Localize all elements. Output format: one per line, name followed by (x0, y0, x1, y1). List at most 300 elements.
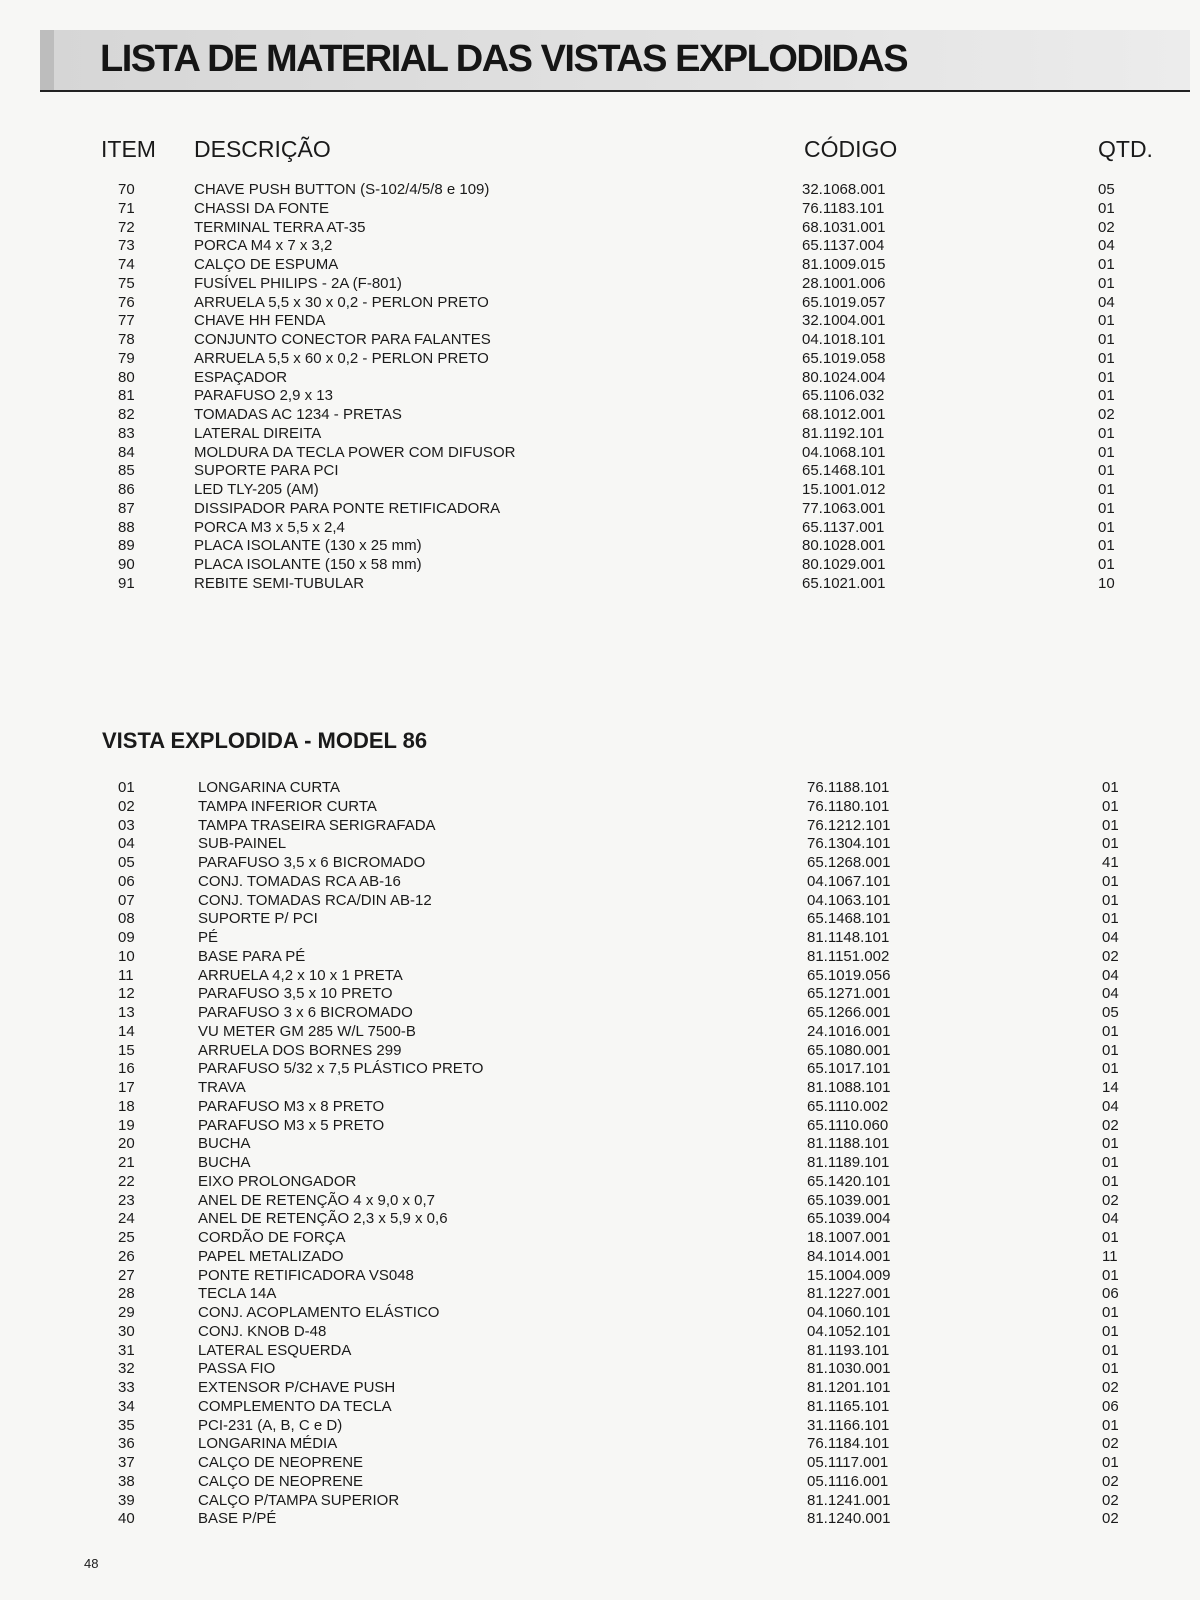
table-row (0, 312, 1200, 331)
item-description: EIXO PROLONGADOR (198, 1172, 357, 1190)
item-description: COMPLEMENTO DA TECLA (198, 1397, 392, 1415)
item-number: 81 (118, 387, 135, 405)
item-number: 08 (118, 910, 135, 928)
item-number: 23 (118, 1191, 135, 1209)
page-number: 48 (84, 1556, 99, 1571)
item-quantity: 06 (1102, 1285, 1119, 1303)
item-number: 22 (118, 1172, 135, 1190)
item-quantity: 02 (1102, 1510, 1119, 1528)
item-quantity: 01 (1102, 1454, 1119, 1471)
table-row (0, 350, 1200, 369)
item-code: 81.1030.001 (807, 1360, 891, 1378)
item-number: 26 (118, 1247, 135, 1265)
table-row (0, 1060, 1200, 1079)
item-number: 32 (118, 1360, 135, 1378)
item-number: 85 (118, 462, 135, 480)
item-quantity: 05 (1098, 181, 1115, 198)
item-description: ESPAÇADOR (194, 368, 288, 386)
item-quantity: 01 (1102, 1060, 1119, 1078)
item-description: CHAVE HH FENDA (194, 312, 326, 330)
item-quantity: 01 (1098, 368, 1115, 386)
item-quantity: 05 (1102, 1004, 1119, 1021)
item-description: BASE P/PÉ (198, 1510, 277, 1528)
item-description: LATERAL ESQUERDA (198, 1341, 352, 1359)
table-row (0, 854, 1200, 873)
item-quantity: 01 (1102, 1304, 1119, 1321)
item-quantity: 04 (1102, 1097, 1119, 1115)
item-description: CORDÃO DE FORÇA (198, 1229, 346, 1246)
item-code: 65.1106.032 (802, 387, 885, 405)
item-description: ARRUELA 4,2 x 10 x 1 PRETA (198, 966, 403, 984)
item-description: ANEL DE RETENÇÃO 4 x 9,0 x 0,7 (198, 1191, 436, 1209)
item-quantity: 01 (1102, 816, 1119, 834)
page-title: LISTA DE MATERIAL DAS VISTAS EXPLODIDAS (100, 38, 908, 80)
item-number: 05 (118, 854, 135, 871)
item-number: 38 (118, 1472, 135, 1490)
table-row (0, 1248, 1200, 1267)
item-description: CONJ. ACOPLAMENTO ELÁSTICO (198, 1304, 440, 1321)
item-number: 14 (118, 1022, 135, 1040)
item-description: PASSA FIO (198, 1360, 276, 1378)
item-number: 72 (118, 218, 135, 236)
table-row (0, 181, 1200, 200)
item-code: 65.1080.001 (807, 1041, 891, 1059)
item-description: SUPORTE PARA PCI (194, 462, 339, 480)
item-code: 76.1180.101 (807, 797, 890, 815)
item-description: PARAFUSO 2,9 x 13 (194, 387, 333, 405)
table-row (0, 1154, 1200, 1173)
table-row (0, 444, 1200, 463)
item-description: PARAFUSO 3,5 x 10 PRETO (198, 985, 393, 1003)
table-row (0, 369, 1200, 388)
table-row (0, 387, 1200, 406)
item-description: LONGARINA CURTA (198, 779, 340, 796)
table-row (0, 798, 1200, 817)
item-description: CHASSI DA FONTE (194, 199, 330, 217)
item-code: 65.1039.001 (807, 1191, 891, 1209)
item-description: REBITE SEMI-TUBULAR (194, 574, 365, 592)
item-description: ARRUELA DOS BORNES 299 (198, 1041, 402, 1059)
item-number: 79 (118, 349, 135, 367)
item-number: 36 (118, 1435, 135, 1453)
item-code: 65.1271.001 (807, 985, 891, 1003)
item-description: CALÇO P/TAMPA SUPERIOR (198, 1491, 400, 1509)
table-row (0, 1229, 1200, 1248)
item-quantity: 01 (1102, 797, 1119, 815)
item-code: 65.1110.002 (807, 1097, 889, 1115)
item-code: 81.1189.101 (807, 1154, 890, 1171)
item-code: 68.1031.001 (802, 218, 886, 236)
item-number: 13 (118, 1004, 135, 1021)
item-number: 77 (118, 312, 135, 330)
item-number: 29 (118, 1304, 135, 1321)
parts-list-section-2 (0, 779, 1200, 1529)
item-number: 88 (118, 518, 135, 536)
item-number: 09 (118, 929, 135, 946)
item-quantity: 01 (1102, 910, 1119, 928)
item-description: ARRUELA 5,5 x 30 x 0,2 - PERLON PRETO (194, 293, 489, 311)
item-code: 31.1166.101 (807, 1416, 890, 1434)
parts-list-section-1 (0, 181, 1200, 594)
item-description: LATERAL DIREITA (194, 424, 322, 442)
item-number: 19 (118, 1116, 135, 1134)
item-code: 15.1001.012 (802, 481, 886, 498)
item-description: CONJ. TOMADAS RCA AB-16 (198, 872, 401, 890)
item-quantity: 01 (1102, 1266, 1119, 1284)
page-header (40, 30, 1190, 92)
item-number: 87 (118, 499, 135, 517)
item-description: LONGARINA MÉDIA (198, 1435, 338, 1453)
item-code: 68.1012.001 (802, 406, 886, 423)
table-row (0, 1135, 1200, 1154)
table-row (0, 1417, 1200, 1436)
item-number: 20 (118, 1135, 135, 1153)
table-row (0, 873, 1200, 892)
item-quantity: 02 (1102, 947, 1119, 965)
table-row (0, 481, 1200, 500)
item-description: BUCHA (198, 1154, 251, 1171)
item-quantity: 01 (1102, 1341, 1119, 1359)
item-description: BUCHA (198, 1135, 251, 1153)
item-code: 65.1110.060 (807, 1116, 889, 1134)
table-row (0, 1210, 1200, 1229)
item-quantity: 01 (1102, 1229, 1119, 1246)
item-quantity: 01 (1098, 424, 1115, 442)
item-code: 81.1240.001 (807, 1510, 891, 1528)
item-description: SUB-PAINEL (198, 835, 287, 853)
item-code: 81.1241.001 (807, 1491, 891, 1509)
item-quantity: 01 (1102, 779, 1119, 796)
table-row (0, 1360, 1200, 1379)
item-description: DISSIPADOR PARA PONTE RETIFICADORA (194, 499, 501, 517)
item-code: 05.1117.001 (807, 1454, 889, 1471)
item-description: CONJ. KNOB D-48 (198, 1322, 327, 1340)
item-number: 73 (118, 237, 135, 255)
table-row (0, 817, 1200, 836)
table-row (0, 462, 1200, 481)
table-row (0, 1473, 1200, 1492)
table-row (0, 910, 1200, 929)
item-number: 15 (118, 1041, 135, 1059)
item-number: 83 (118, 424, 135, 442)
item-code: 81.1088.101 (807, 1079, 891, 1096)
table-row (0, 967, 1200, 986)
item-quantity: 10 (1098, 574, 1115, 592)
item-code: 28.1001.006 (802, 274, 886, 292)
item-code: 65.1019.058 (802, 349, 886, 367)
item-quantity: 02 (1102, 1379, 1119, 1396)
item-code: 76.1183.101 (802, 199, 885, 217)
item-code: 65.1019.056 (807, 966, 891, 984)
item-description: ANEL DE RETENÇÃO 2,3 x 5,9 x 0,6 (198, 1210, 448, 1228)
item-code: 65.1268.001 (807, 854, 891, 871)
item-quantity: 01 (1098, 256, 1115, 273)
item-code: 77.1063.001 (802, 499, 886, 517)
item-number: 40 (118, 1510, 135, 1528)
item-quantity: 01 (1102, 1022, 1119, 1040)
item-description: PONTE RETIFICADORA VS048 (198, 1266, 414, 1284)
item-description: TOMADAS AC 1234 - PRETAS (194, 406, 402, 423)
item-number: 21 (118, 1154, 135, 1171)
item-number: 01 (118, 779, 135, 796)
column-header-qty: QTD. (1098, 136, 1153, 162)
item-number: 11 (118, 966, 134, 984)
item-code: 65.1039.004 (807, 1210, 891, 1228)
table-row (0, 406, 1200, 425)
column-header-description: DESCRIÇÃO (194, 136, 331, 162)
table-row (0, 779, 1200, 798)
item-quantity: 04 (1102, 1210, 1119, 1228)
table-row (0, 200, 1200, 219)
table-row (0, 948, 1200, 967)
item-code: 80.1028.001 (802, 537, 886, 555)
table-row (0, 1323, 1200, 1342)
item-code: 04.1067.101 (807, 872, 891, 890)
item-code: 80.1024.004 (802, 368, 886, 386)
item-description: CALÇO DE NEOPRENE (198, 1472, 364, 1490)
item-code: 81.1148.101 (807, 929, 890, 946)
table-row (0, 500, 1200, 519)
table-row (0, 537, 1200, 556)
item-number: 34 (118, 1397, 135, 1415)
table-row (0, 1342, 1200, 1361)
table-row (0, 892, 1200, 911)
item-code: 76.1188.101 (807, 779, 890, 796)
table-row (0, 1510, 1200, 1529)
item-number: 16 (118, 1060, 135, 1078)
item-code: 81.1193.101 (807, 1341, 890, 1359)
item-number: 89 (118, 537, 135, 555)
item-code: 15.1004.009 (807, 1266, 891, 1284)
item-quantity: 01 (1102, 835, 1119, 853)
item-description: CALÇO DE ESPUMA (194, 256, 339, 273)
item-quantity: 01 (1098, 349, 1115, 367)
item-number: 06 (118, 872, 135, 890)
column-header-code: CÓDIGO (804, 136, 898, 162)
item-description: CALÇO DE NEOPRENE (198, 1454, 364, 1471)
item-code: 81.1165.101 (807, 1397, 890, 1415)
item-number: 10 (118, 947, 135, 965)
item-description: TRAVA (198, 1079, 246, 1096)
item-code: 05.1116.001 (807, 1472, 889, 1490)
item-quantity: 02 (1102, 1191, 1119, 1209)
item-code: 32.1068.001 (802, 181, 886, 198)
table-row (0, 1285, 1200, 1304)
item-description: PARAFUSO M3 x 5 PRETO (198, 1116, 385, 1134)
item-description: PORCA M3 x 5,5 x 2,4 (194, 518, 345, 536)
table-row (0, 1004, 1200, 1023)
item-quantity: 04 (1098, 293, 1115, 311)
item-description: SUPORTE P/ PCI (198, 910, 318, 928)
item-code: 04.1063.101 (807, 891, 891, 909)
item-number: 30 (118, 1322, 135, 1340)
table-row (0, 1267, 1200, 1286)
header-accent-bar (40, 30, 54, 90)
item-quantity: 01 (1098, 537, 1115, 555)
item-description: TAMPA TRASEIRA SERIGRAFADA (198, 816, 436, 834)
item-number: 18 (118, 1097, 135, 1115)
item-code: 65.1137.001 (802, 518, 885, 536)
item-code: 65.1468.101 (802, 462, 886, 480)
item-quantity: 01 (1098, 312, 1115, 330)
item-description: VU METER GM 285 W/L 7500-B (198, 1022, 416, 1040)
table-row (0, 1079, 1200, 1098)
item-quantity: 04 (1102, 966, 1119, 984)
item-description: BASE PARA PÉ (198, 947, 306, 965)
item-number: 28 (118, 1285, 135, 1303)
item-code: 84.1014.001 (807, 1247, 891, 1265)
table-row (0, 1042, 1200, 1061)
item-number: 31 (118, 1341, 135, 1359)
table-row (0, 256, 1200, 275)
item-description: PLACA ISOLANTE (130 x 25 mm) (194, 537, 422, 555)
item-code: 65.1420.101 (807, 1172, 891, 1190)
item-quantity: 01 (1102, 891, 1119, 909)
item-code: 65.1019.057 (802, 293, 886, 311)
table-row (0, 556, 1200, 575)
table-row (0, 1454, 1200, 1473)
table-row (0, 425, 1200, 444)
item-description: ARRUELA 5,5 x 60 x 0,2 - PERLON PRETO (194, 349, 489, 367)
item-number: 35 (118, 1416, 135, 1434)
item-quantity: 01 (1102, 1172, 1119, 1190)
item-description: PCI-231 (A, B, C e D) (198, 1416, 343, 1434)
item-code: 65.1468.101 (807, 910, 891, 928)
table-row (0, 1173, 1200, 1192)
item-code: 76.1212.101 (807, 816, 891, 834)
item-description: CHAVE PUSH BUTTON (S-102/4/5/8 e 109) (194, 181, 490, 198)
item-number: 90 (118, 556, 135, 573)
item-quantity: 02 (1102, 1435, 1119, 1453)
item-number: 12 (118, 985, 135, 1003)
table-row (0, 1117, 1200, 1136)
item-quantity: 02 (1098, 406, 1115, 423)
item-quantity: 11 (1102, 1247, 1118, 1265)
item-description: PAPEL METALIZADO (198, 1247, 344, 1265)
item-description: PARAFUSO M3 x 8 PRETO (198, 1097, 385, 1115)
item-number: 70 (118, 181, 135, 198)
item-quantity: 01 (1102, 1360, 1119, 1378)
item-code: 76.1184.101 (807, 1435, 890, 1453)
item-quantity: 01 (1098, 274, 1115, 292)
item-code: 65.1266.001 (807, 1004, 891, 1021)
item-code: 04.1018.101 (802, 331, 886, 348)
item-description: TERMINAL TERRA AT-35 (194, 218, 366, 236)
table-row (0, 1435, 1200, 1454)
item-description: PARAFUSO 3,5 x 6 BICROMADO (198, 854, 426, 871)
table-row (0, 985, 1200, 1004)
table-row (0, 294, 1200, 313)
item-number: 33 (118, 1379, 135, 1396)
section-title: VISTA EXPLODIDA - MODEL 86 (102, 728, 428, 753)
item-code: 81.1201.101 (807, 1379, 891, 1396)
item-description: PARAFUSO 3 x 6 BICROMADO (198, 1004, 413, 1021)
item-number: 80 (118, 368, 135, 386)
item-code: 04.1060.101 (807, 1304, 891, 1321)
item-number: 25 (118, 1229, 135, 1246)
item-number: 84 (118, 443, 135, 461)
column-header-item: ITEM (101, 136, 156, 162)
item-quantity: 02 (1102, 1491, 1119, 1509)
table-row (0, 835, 1200, 854)
item-code: 65.1137.004 (802, 237, 885, 255)
table-row (0, 1023, 1200, 1042)
item-quantity: 01 (1102, 1322, 1119, 1340)
table-row (0, 1098, 1200, 1117)
item-quantity: 02 (1098, 218, 1115, 236)
item-number: 86 (118, 481, 135, 498)
item-code: 81.1151.002 (807, 947, 890, 965)
item-code: 18.1007.001 (807, 1229, 891, 1246)
item-quantity: 01 (1098, 481, 1115, 498)
item-code: 24.1016.001 (807, 1022, 891, 1040)
item-number: 17 (118, 1079, 135, 1096)
item-code: 76.1304.101 (807, 835, 891, 853)
item-quantity: 14 (1102, 1079, 1119, 1096)
table-row (0, 1304, 1200, 1323)
item-number: 24 (118, 1210, 135, 1228)
item-code: 81.1227.001 (807, 1285, 891, 1303)
item-number: 27 (118, 1266, 135, 1284)
table-row (0, 1398, 1200, 1417)
item-quantity: 01 (1098, 556, 1115, 573)
item-quantity: 01 (1098, 499, 1115, 517)
item-number: 03 (118, 816, 135, 834)
item-number: 07 (118, 891, 135, 909)
item-quantity: 04 (1098, 237, 1115, 255)
item-description: PLACA ISOLANTE (150 x 58 mm) (194, 556, 422, 573)
table-row (0, 929, 1200, 948)
table-row (0, 1379, 1200, 1398)
item-quantity: 01 (1098, 331, 1115, 348)
item-description: EXTENSOR P/CHAVE PUSH (198, 1379, 396, 1396)
item-quantity: 01 (1102, 1154, 1119, 1171)
table-row (0, 275, 1200, 294)
item-quantity: 41 (1102, 854, 1119, 871)
item-number: 82 (118, 406, 135, 423)
item-description: LED TLY-205 (AM) (194, 481, 319, 498)
item-description: TECLA 14A (198, 1285, 277, 1303)
item-number: 74 (118, 256, 135, 273)
item-quantity: 01 (1098, 443, 1115, 461)
item-quantity: 04 (1102, 985, 1119, 1003)
item-quantity: 06 (1102, 1397, 1119, 1415)
table-row (0, 575, 1200, 594)
item-description: PORCA M4 x 7 x 3,2 (194, 237, 333, 255)
item-code: 81.1188.101 (807, 1135, 890, 1153)
item-code: 32.1004.001 (802, 312, 886, 330)
item-quantity: 01 (1102, 872, 1119, 890)
item-quantity: 02 (1102, 1472, 1119, 1490)
item-number: 75 (118, 274, 135, 292)
item-number: 39 (118, 1491, 135, 1509)
item-description: FUSÍVEL PHILIPS - 2A (F-801) (194, 274, 402, 292)
item-code: 65.1017.101 (807, 1060, 891, 1078)
item-quantity: 01 (1102, 1041, 1119, 1059)
table-row (0, 519, 1200, 538)
item-code: 65.1021.001 (802, 574, 886, 592)
item-number: 02 (118, 797, 135, 815)
table-row (0, 1492, 1200, 1511)
item-code: 81.1192.101 (802, 424, 885, 442)
table-row (0, 237, 1200, 256)
item-quantity: 01 (1098, 199, 1115, 217)
item-code: 04.1068.101 (802, 443, 886, 461)
item-quantity: 02 (1102, 1116, 1119, 1134)
item-quantity: 01 (1098, 518, 1115, 536)
item-quantity: 04 (1102, 929, 1119, 946)
item-description: CONJ. TOMADAS RCA/DIN AB-12 (198, 891, 432, 909)
